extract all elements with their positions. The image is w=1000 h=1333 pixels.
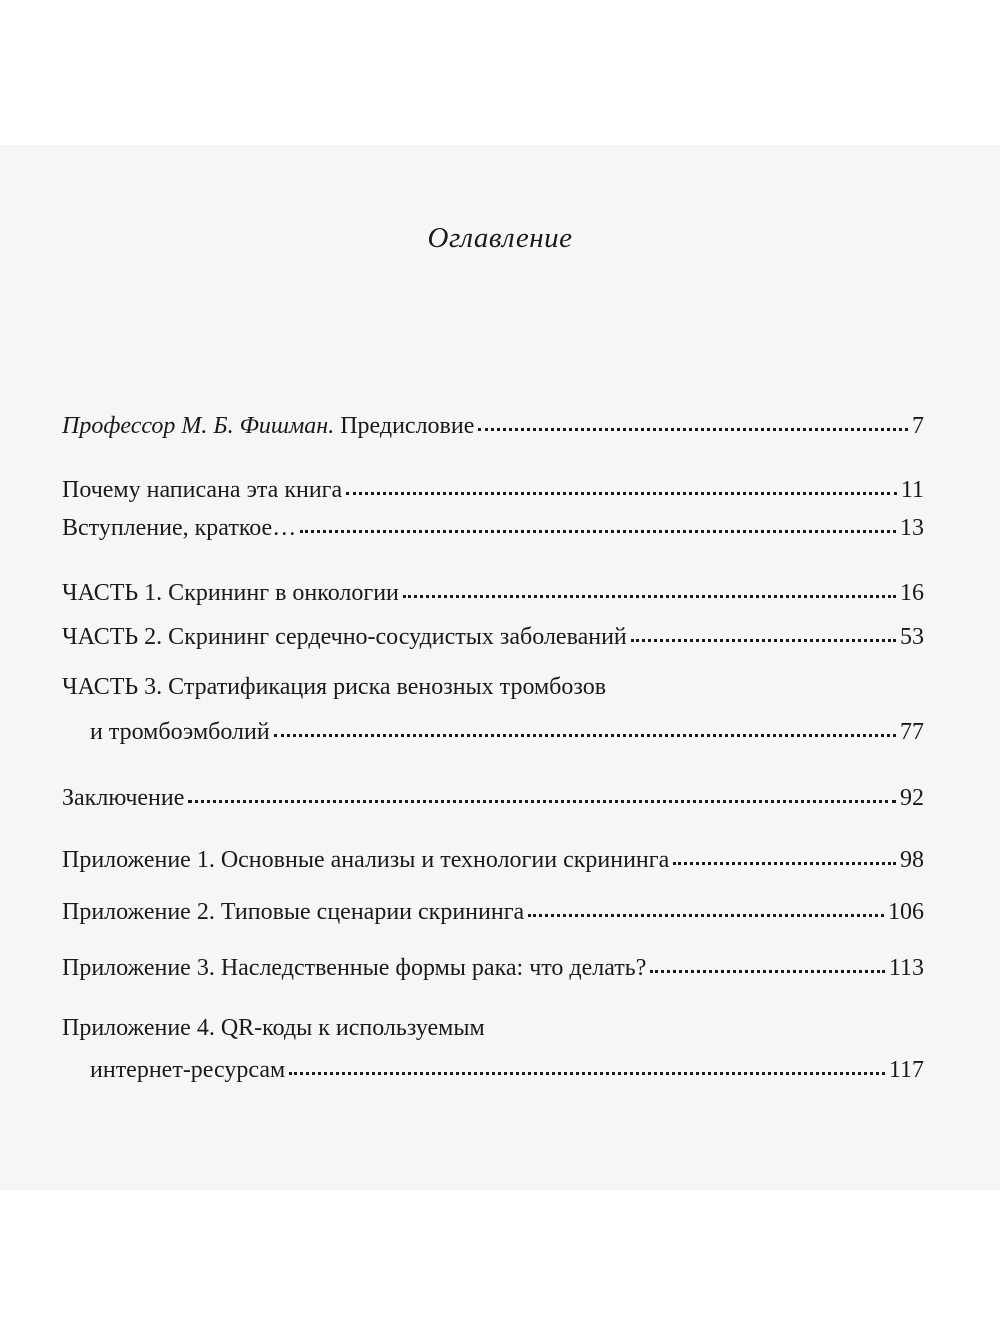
toc-entry-part1 (62, 580, 924, 607)
dot-leader (528, 914, 884, 917)
toc-entry-why (62, 477, 924, 504)
dot-leader (300, 530, 896, 533)
toc-entry-appendix1 (62, 847, 924, 874)
toc-page-number: 11 (900, 477, 924, 503)
toc-entry-intro (62, 515, 924, 542)
toc-entry-author: Профессор М. Б. Фишман. Предисловие (62, 413, 475, 439)
toc-entry-appendix3 (62, 955, 924, 982)
dot-leader (650, 970, 885, 973)
toc-entry-part3-line1: ЧАСТЬ 3. Стратификация риска венозных тромбозов (62, 674, 607, 700)
toc-entry-title: ЧАСТЬ 2. Скрининг сердечно-сосудистых заболеваний (62, 624, 627, 650)
toc-entry-title: и тромбоэмболий (90, 719, 270, 745)
page-title: Оглавление (427, 222, 573, 254)
toc-entry-preface (62, 413, 924, 440)
toc-entry-title: Приложение 1. Основные анализы и технологии скрининга (62, 847, 670, 873)
toc-entry-appendix4-line1: Приложение 4. QR-коды к используемым (62, 1015, 485, 1041)
toc-page-number: 113 (888, 955, 924, 981)
toc-entry-title: ЧАСТЬ 1. Скрининг в онкологии (62, 580, 399, 606)
toc-entry-part2 (62, 624, 924, 651)
toc-page-number: 106 (888, 899, 924, 925)
dot-leader (346, 492, 897, 495)
dot-leader (403, 595, 896, 598)
toc-page-number: 16 (900, 580, 924, 606)
toc-entry-conclusion (62, 785, 924, 812)
toc-entry-title: Заключение (62, 785, 185, 811)
toc-page-number: 7 (912, 413, 924, 439)
dot-leader (289, 1072, 885, 1075)
dot-leader (478, 428, 908, 431)
toc-page-number: 98 (900, 847, 924, 873)
toc-entry-part3 (90, 719, 924, 746)
toc-page-number: 53 (900, 624, 924, 650)
toc-entry-title: Приложение 2. Типовые сценарии скрининга (62, 899, 525, 925)
toc-entry-appendix2 (62, 899, 924, 926)
toc-entry-title: интернет-ресурсам (90, 1057, 286, 1083)
toc-entry-appendix4 (90, 1057, 924, 1084)
toc-page-number: 13 (900, 515, 924, 541)
toc-entry-title: Почему написана эта книга (62, 477, 343, 503)
toc-page-number: 77 (900, 719, 924, 745)
toc-entry-title: Вступление, краткое… (62, 515, 297, 541)
toc-entry-title: Приложение 3. Наследственные формы рака: что делать? (62, 955, 647, 981)
dot-leader (274, 734, 896, 737)
toc-page-number: 117 (888, 1057, 924, 1083)
dot-leader (188, 800, 896, 803)
dot-leader (631, 639, 896, 642)
dot-leader (673, 862, 896, 865)
toc-page-number: 92 (900, 785, 924, 811)
